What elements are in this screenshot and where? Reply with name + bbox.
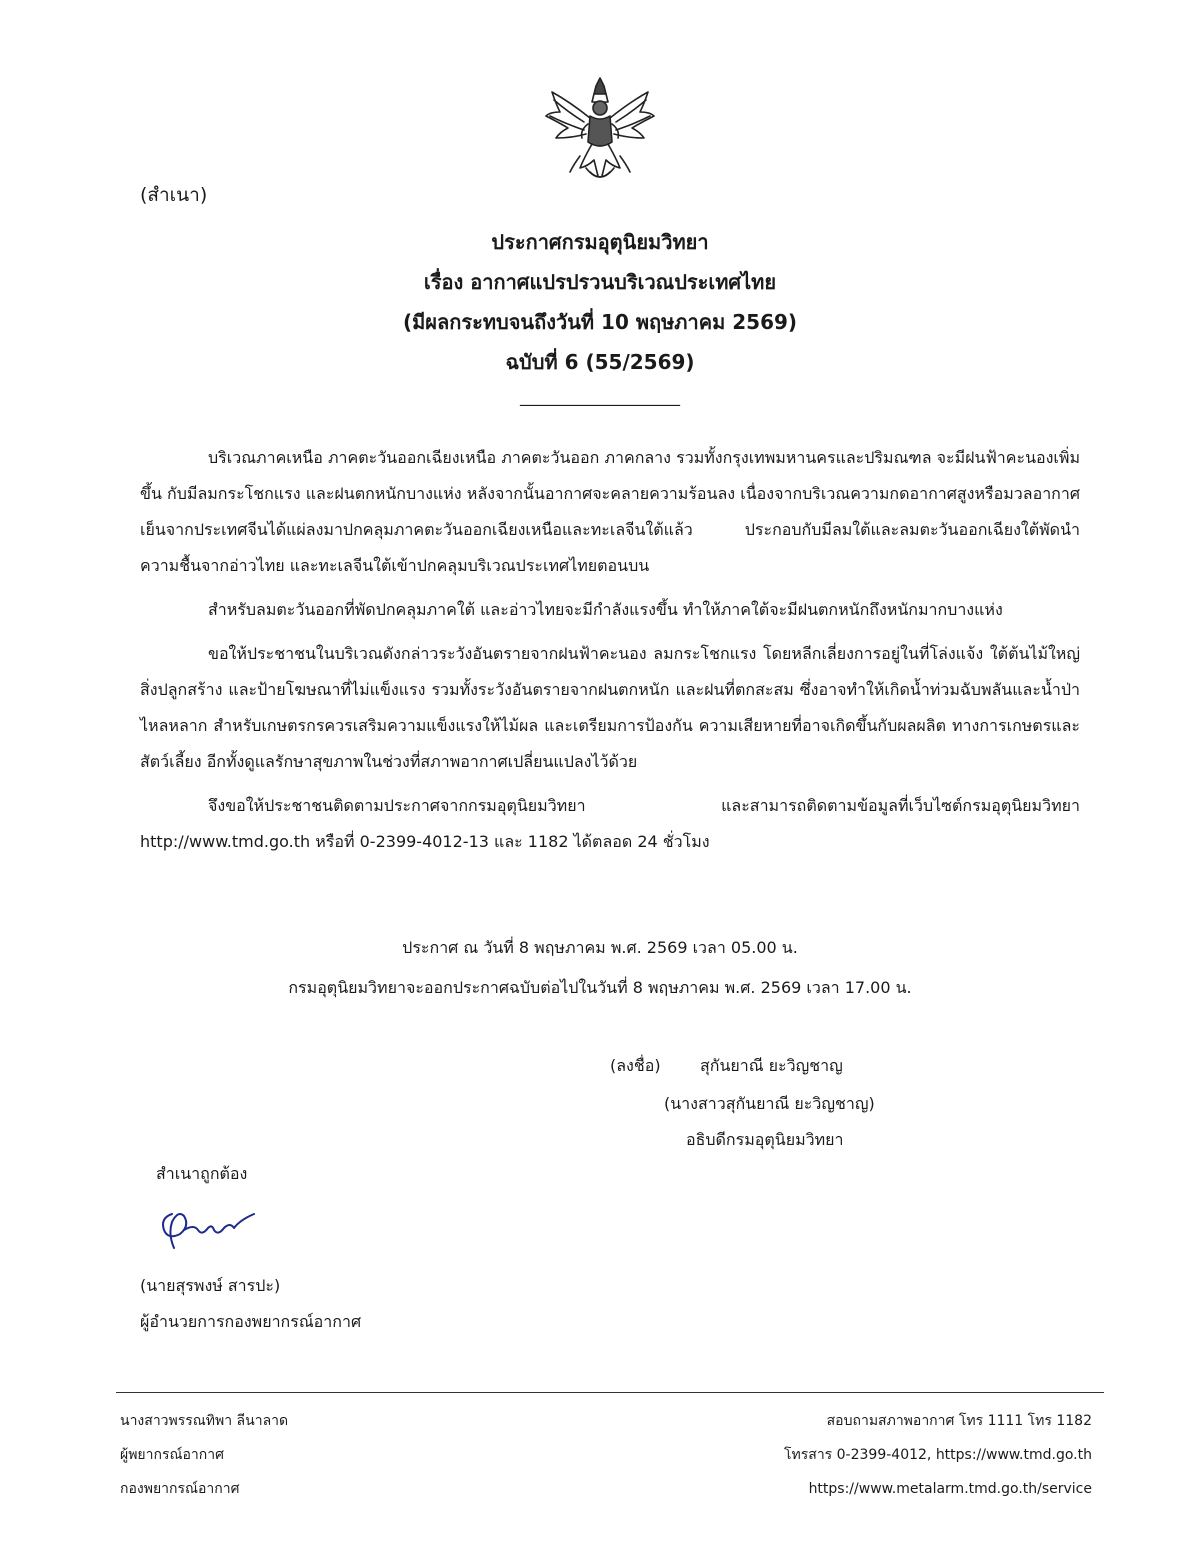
footer-author-role: ผู้พยากรณ์อากาศ (120, 1447, 224, 1463)
copy-mark: (สำเนา) (140, 184, 208, 206)
body-paragraph-2: สำหรับลมตะวันออกที่พัดปกคลุมภาคใต้ และอ่าวไทยจะมีกำลังแรงขึ้น ทำให้ภาคใต้จะมีฝนตกหนักถึงหนักมากบางแห่ง (208, 600, 1003, 619)
sign-label: (ลงชื่อ) (610, 1056, 661, 1075)
body-paragraph-3: ขอให้ประชาชนในบริเวณดังกล่าวระวังอันตรายจากฝนฟ้าคะนอง ลมกระโชกแรง โดยหลีกเลี่ยงการอยู่ในที่โล่งแจ้ง ใต้ต้นไม้ใหญ่ สิ่งปลูกสร้าง และป้ายโฆษณาที่ไม่แข็งแรง รวมทั้งระวังอันตรายจากฝนตกหนัก และฝนที่ตกสะสม ซึ่งอาจทำให้เกิดน้ำท่วมฉับพลันและน้ำป่าไหลหลาก สำหรับเกษตรกรควรเสริมความแข็งแรงให้ไม้ผล และเตรียมการป้องกัน ความเสียหายที่อาจเกิดขึ้นกับผลผลิต ทางการเกษตรและสัตว์เลี้ยง อีกทั้งดูแลรักษาสุขภาพในช่วงที่สภาพอากาศเปลี่ยนแปลงไว้ด้วย (140, 644, 1080, 771)
body-paragraph-1: บริเวณภาคเหนือ ภาคตะวันออกเฉียงเหนือ ภาคตะวันออก ภาคกลาง รวมทั้งกรุงเทพมหานครและปริมณฑล จะมีฝนฟ้าคะนองเพิ่มขึ้น กับมีลมกระโชกแรง และฝนตกหนักบางแห่ง หลังจากนั้นอากาศจะคลายความร้อนลง เนื่องจากบริเวณความกดอากาศสูงหรือมวลอากาศเย็นจากประเทศจีนได้แผ่ลงมาปกคลุมภาคตะวันออกเฉียงเหนือและทะเลจีนใต้แล้ว ประกอบกับมีลมใต้และลมตะวันออกเฉียงใต้พัดนำความชื้นจากอ่าวไทย และทะเลจีนใต้เข้าปกคลุมบริเวณประเทศไทยตอนบน (140, 448, 1080, 575)
certifier-position: ผู้อำนวยการกองพยากรณ์อากาศ (140, 1312, 362, 1331)
issued-date-line: ประกาศ ณ วันที่ 8 พฤษภาคม พ.ศ. 2569 เวลา 05.00 น. (402, 938, 798, 957)
issue-number-line: ฉบับที่ 6 (55/2569) (505, 350, 695, 374)
footer-divider (116, 1392, 1104, 1393)
garuda-emblem-icon (540, 72, 660, 190)
footer-contact-fax: โทรสาร 0-2399-4012, https://www.tmd.go.th (784, 1447, 1092, 1463)
footer-contact-phone: สอบถามสภาพอากาศ โทร 1111 โทร 1182 (826, 1413, 1092, 1429)
footer-contact (784, 1404, 1092, 1506)
body-paragraph-4: จึงขอให้ประชาชนติดตามประกาศจากกรมอุตุนิยมวิทยา และสามารถติดตามข้อมูลที่เว็บไซต์กรมอุตุนิยมวิทยา http://www.tmd.go.th หรือที่ 0-2399-4012-13 และ 1182 ได้ตลอด 24 ชั่วโมง (140, 796, 1080, 851)
footer-author-division: กองพยากรณ์อากาศ (120, 1481, 240, 1497)
subject-line: เรื่อง อากาศแปรปรวนบริเวณประเทศไทย (423, 270, 777, 294)
certifier-name: (นายสุรพงษ์ สารปะ) (140, 1276, 281, 1295)
footer-author-name: นางสาวพรรณทิพา ลีนาลาด (120, 1413, 289, 1429)
announcement-body (140, 440, 1080, 868)
signed-name: สุกันยาณี ยะวิญชาญ (700, 1056, 843, 1075)
footer-author (120, 1404, 288, 1506)
next-issue-line: กรมอุตุนิยมวิทยาจะออกประกาศฉบับต่อไปในวันที่ 8 พฤษภาคม พ.ศ. 2569 เวลา 17.00 น. (288, 978, 912, 997)
signatory-full-name: (นางสาวสุกันยาณี ยะวิญชาญ) (664, 1094, 875, 1113)
announcement-title-block (0, 222, 1200, 412)
signatory-position: อธิบดีกรมอุตุนิยมวิทยา (686, 1130, 844, 1149)
title-divider: ____________________ (520, 387, 680, 406)
footer-contact-service-link[interactable]: https://www.metalarm.tmd.go.th/service (808, 1481, 1092, 1497)
certified-copy-label: สำเนาถูกต้อง (156, 1164, 248, 1183)
effective-period-line: (มีผลกระทบจนถึงวันที่ 10 พฤษภาคม 2569) (402, 310, 798, 334)
page-title: ประกาศกรมอุตุนิยมวิทยา (491, 230, 709, 254)
handwritten-signature (150, 1200, 270, 1260)
